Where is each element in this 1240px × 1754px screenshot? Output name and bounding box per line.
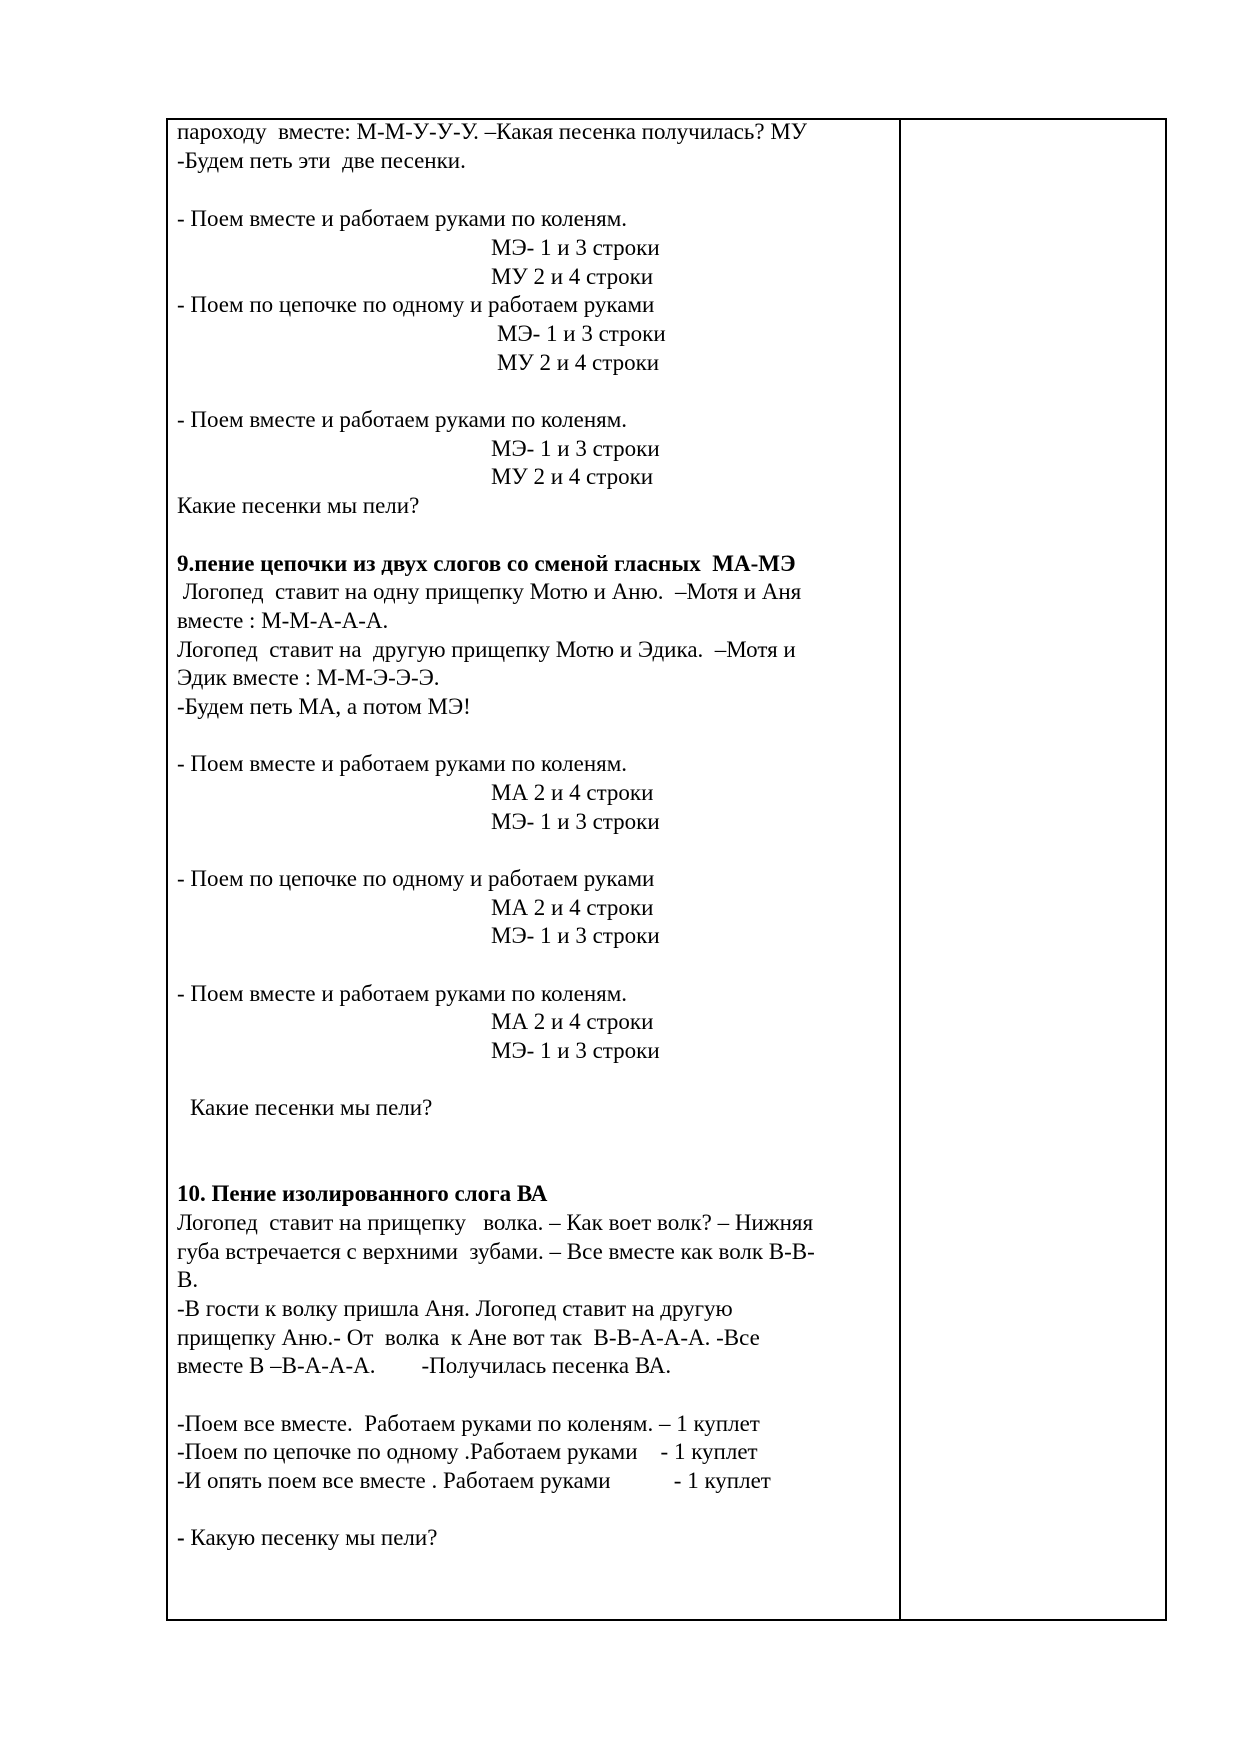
text-line: - Поем по цепочке по одному и работаем руками	[177, 292, 655, 317]
text-line: Какие песенки мы пели?	[177, 493, 420, 518]
text-line: - Поем вместе и работаем руками по коленям.	[177, 751, 628, 776]
text-line: МУ 2 и 4 строки	[491, 464, 654, 489]
text-line: - Поем вместе и работаем руками по коленям.	[177, 206, 628, 231]
text-line: МА 2 и 4 строки	[491, 895, 654, 920]
text-line: МЭ- 1 и 3 строки	[497, 321, 666, 346]
text-line: МЭ- 1 и 3 строки	[491, 436, 660, 461]
text-line: МЭ- 1 и 3 строки	[491, 1038, 660, 1063]
text-line	[177, 1524, 437, 1552]
text-line: МА 2 и 4 строки	[491, 1009, 654, 1034]
text-line: В.	[177, 1267, 199, 1292]
text-line: МУ 2 и 4 строки	[491, 264, 654, 289]
text-line: -Поем все вместе. Работаем руками по коленям. – 1 куплет	[177, 1411, 760, 1436]
text-line: прищепку Аню.- От волка к Ане вот так В-В-А-А-А. -Все	[177, 1325, 760, 1350]
final-question: Какую песенку мы пели?	[190, 1525, 438, 1550]
text-line: -Поем по цепочке по одному .Работаем руками - 1 куплет	[177, 1439, 758, 1464]
text-line: губа встречается с верхними зубами. – Все вместе как волк В-В-	[177, 1239, 815, 1264]
text-line: - Поем вместе и работаем руками по коленям.	[177, 407, 628, 432]
text-line: вместе В –В-А-А-А. -Получилась песенка ВА.	[177, 1353, 672, 1378]
text-line: вместе : М-М-А-А-А.	[177, 608, 389, 633]
text-line: -И опять поем все вместе . Работаем руками - 1 куплет	[177, 1468, 771, 1493]
text-line: - Поем вместе и работаем руками по коленям.	[177, 981, 628, 1006]
text-line: Какие песенки мы пели?	[190, 1095, 433, 1120]
text-line: Логопед ставит на одну прищепку Мотю и Аню. –Мотя и Аня	[177, 579, 802, 604]
text-line: -Будем петь МА, а потом МЭ!	[177, 694, 471, 719]
text-line: пароходу вместе: М-М-У-У-У. –Какая песенка получилась? МУ	[177, 119, 808, 144]
notes-cell	[901, 120, 1165, 1619]
text-line: - Поем по цепочке по одному и работаем руками	[177, 866, 655, 891]
text-line: Логопед ставит на прищепку волка. – Как воет волк? – Нижняя	[177, 1210, 814, 1235]
text-line: Логопед ставит на другую прищепку Мотю и Эдика. –Мотя и	[177, 637, 796, 662]
text-line: МА 2 и 4 строки	[491, 780, 654, 805]
text-line: -Будем петь эти две песенки.	[177, 148, 466, 173]
text-line: МУ 2 и 4 строки	[497, 350, 660, 375]
text-line: МЭ- 1 и 3 строки	[491, 923, 660, 948]
text-line: Эдик вместе : М-М-Э-Э-Э.	[177, 665, 440, 690]
section-heading-9: 9.пение цепочки из двух слогов со сменой гласных МА-МЭ	[177, 551, 796, 576]
bold-dash: -	[177, 1525, 185, 1550]
text-line: -В гости к волку пришла Аня. Логопед ставит на другую	[177, 1296, 733, 1321]
text-line: МЭ- 1 и 3 строки	[491, 235, 660, 260]
section-heading-10: 10. Пение изолированного слога ВА	[177, 1181, 548, 1206]
text-line: МЭ- 1 и 3 строки	[491, 809, 660, 834]
